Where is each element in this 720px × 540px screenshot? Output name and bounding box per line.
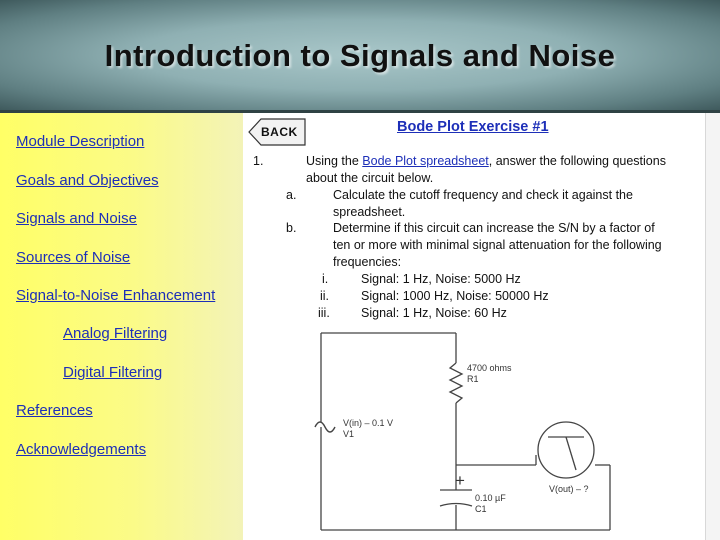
sub-a-line1: Calculate the cutoff frequency and check it against the bbox=[333, 188, 633, 202]
case-text: Signal: 1000 Hz, Noise: 50000 Hz bbox=[361, 289, 549, 303]
nav-acknowledgements[interactable]: Acknowledgements bbox=[16, 441, 147, 458]
case-marker: i. bbox=[322, 272, 329, 286]
nav-module-description[interactable]: Module Description bbox=[16, 133, 145, 150]
resistor-symbol bbox=[450, 363, 462, 403]
nav-goals-objectives[interactable]: Goals and Objectives bbox=[16, 172, 159, 189]
nav-signals-noise[interactable]: Signals and Noise bbox=[16, 210, 137, 227]
case-text: Signal: 1 Hz, Noise: 5000 Hz bbox=[361, 272, 521, 286]
capacitor-plus: + bbox=[455, 471, 465, 490]
intro-line: Using the Bode Plot spreadsheet, answer the following questions bbox=[306, 154, 666, 168]
sub-b-marker: b. bbox=[286, 221, 297, 235]
case-marker: ii. bbox=[320, 289, 330, 303]
source-label: V1 bbox=[343, 429, 355, 439]
page-title: Introduction to Signals and Noise bbox=[104, 38, 616, 73]
scrollbar[interactable] bbox=[705, 113, 720, 540]
case-text: Signal: 1 Hz, Noise: 60 Hz bbox=[361, 306, 507, 320]
circuit-diagram bbox=[243, 325, 705, 540]
nav-sn-enhancement[interactable]: Signal-to-Noise Enhancement bbox=[16, 287, 216, 304]
nav-references[interactable]: References bbox=[16, 402, 93, 419]
capacitor-label: C1 bbox=[475, 504, 487, 514]
case-marker: iii. bbox=[318, 306, 330, 320]
sub-b-line3: frequencies: bbox=[333, 255, 402, 269]
item-number: 1. bbox=[253, 154, 264, 168]
sub-a-line2: spreadsheet. bbox=[333, 205, 406, 219]
sub-b-line1: Determine if this circuit can increase the S/N by a factor of bbox=[333, 221, 655, 235]
back-label[interactable]: BACK bbox=[261, 125, 298, 139]
resistor-label: R1 bbox=[467, 374, 479, 384]
header-banner bbox=[0, 0, 720, 113]
intro-line-2: about the circuit below. bbox=[306, 171, 434, 185]
capacitor-value: 0.10 µF bbox=[475, 493, 506, 503]
sub-a-marker: a. bbox=[286, 188, 297, 202]
source-value: V(in) – 0.1 V bbox=[343, 418, 394, 428]
nav-digital-filtering[interactable]: Digital Filtering bbox=[63, 364, 163, 381]
meter-needle bbox=[566, 437, 576, 470]
nav-analog-filtering[interactable]: Analog Filtering bbox=[63, 325, 168, 342]
bode-plot-spreadsheet-link[interactable]: Bode Plot spreadsheet bbox=[362, 154, 489, 168]
sub-b-line2: ten or more with minimal signal attenuation for the following bbox=[333, 238, 662, 252]
nav-sources-of-noise[interactable]: Sources of Noise bbox=[16, 249, 131, 266]
exercise-title: Bode Plot Exercise #1 bbox=[397, 119, 549, 135]
output-label: V(out) – ? bbox=[549, 484, 589, 494]
ac-source-icon bbox=[315, 422, 335, 432]
voltmeter-symbol bbox=[538, 422, 594, 478]
resistor-value: 4700 ohms bbox=[467, 363, 512, 373]
